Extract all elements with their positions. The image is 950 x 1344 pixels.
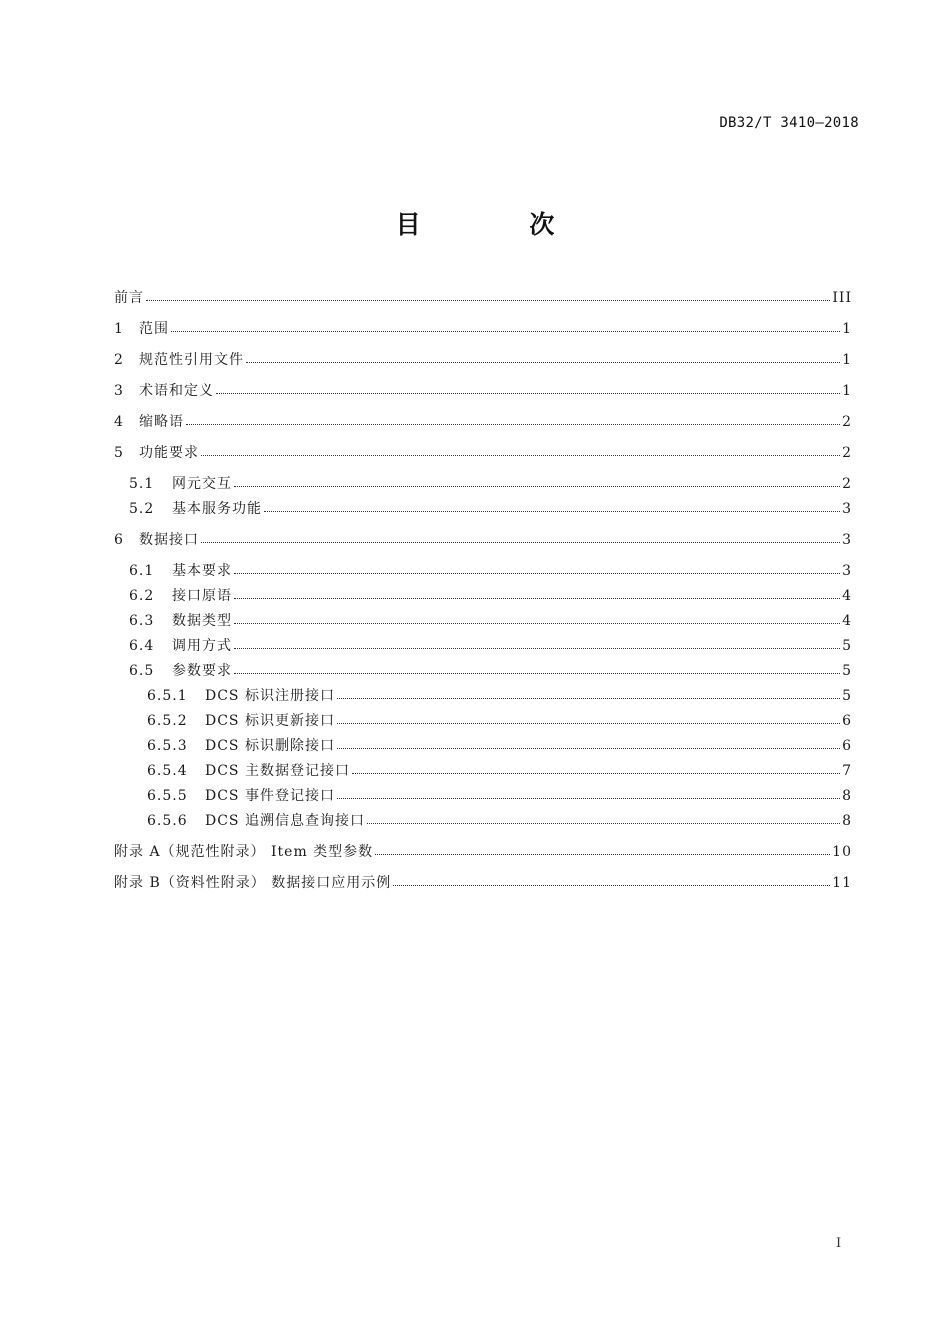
toc-dot-leader (234, 613, 840, 624)
toc-entry-page: 11 (832, 875, 852, 891)
page-title: 目 次 (395, 210, 605, 239)
toc-entry-page: 3 (842, 501, 852, 517)
toc-dot-leader (393, 875, 830, 886)
toc-entry[interactable] (114, 284, 852, 315)
toc-entry-page: 7 (842, 763, 852, 779)
toc-entry-label: 数据接口 (139, 532, 199, 548)
toc-entry-page: 5 (842, 638, 852, 654)
toc-entry-label: DCS 标识注册接口 (205, 688, 335, 704)
toc-entry-page: 6 (842, 738, 852, 754)
toc-dot-leader (171, 321, 840, 332)
toc-entry-label: 数据类型 (172, 613, 232, 629)
toc-entry-page: 5 (842, 663, 852, 679)
toc-dot-leader (201, 445, 840, 456)
toc-entry-label: DCS 追溯信息查询接口 (205, 813, 365, 829)
toc-entry[interactable] (114, 757, 852, 782)
toc-entry-page: 4 (842, 588, 852, 604)
toc-entry-number: 6.5.2 (147, 713, 188, 729)
toc-dot-leader (375, 844, 830, 855)
toc-entry-page: 1 (842, 383, 852, 399)
toc-entry-number: 6.3 (129, 613, 155, 629)
toc-entry-number: 6.5.6 (147, 813, 188, 829)
toc-entry[interactable] (114, 439, 852, 470)
toc-entry-label: 范围 (139, 321, 169, 337)
toc-entry[interactable] (114, 607, 852, 632)
toc-dot-leader (367, 813, 840, 824)
toc-entry-label: 功能要求 (139, 445, 199, 461)
toc-dot-leader (216, 383, 840, 394)
toc-entry-label: 接口原语 (172, 588, 232, 604)
toc-entry[interactable] (114, 315, 852, 346)
toc-entry-number: 6.1 (129, 563, 155, 579)
toc-dot-leader (264, 501, 840, 512)
toc-entry[interactable] (114, 377, 852, 408)
toc-dot-leader (234, 476, 840, 487)
toc-entry-number: 4 (114, 414, 124, 430)
toc-entry[interactable] (114, 582, 852, 607)
toc-entry[interactable] (114, 807, 852, 838)
toc-entry[interactable] (114, 869, 852, 900)
toc-dot-leader (352, 763, 840, 774)
toc-entry-number: 6.5.4 (147, 763, 188, 779)
toc-dot-leader (234, 563, 840, 574)
toc-entry-number: 6.5.1 (147, 688, 188, 704)
toc-entry-number: 6.5.5 (147, 788, 188, 804)
toc-dot-leader (337, 713, 840, 724)
toc-dot-leader (146, 290, 830, 301)
toc-dot-leader (337, 788, 840, 799)
toc-entry-label: 网元交互 (172, 476, 232, 492)
toc-entry-label: DCS 标识更新接口 (205, 713, 335, 729)
toc-dot-leader (246, 352, 840, 363)
toc-entry-label: 缩略语 (139, 414, 184, 430)
toc-entry-label: DCS 标识删除接口 (205, 738, 335, 754)
toc-entry-label: 附录 A（规范性附录） Item 类型参数 (114, 844, 374, 860)
toc-entry-label: DCS 事件登记接口 (205, 788, 335, 804)
toc-dot-leader (234, 588, 840, 599)
toc-entry[interactable] (114, 495, 852, 526)
toc-dot-leader (234, 638, 840, 649)
toc-dot-leader (337, 738, 840, 749)
toc-entry[interactable] (114, 470, 852, 495)
toc-entry-label: DCS 主数据登记接口 (205, 763, 350, 779)
toc-entry-page: 3 (842, 563, 852, 579)
toc-entry-label: 调用方式 (172, 638, 232, 654)
toc-entry-number: 6.5.3 (147, 738, 188, 754)
toc-dot-leader (234, 663, 840, 674)
toc-entry-page: III (832, 290, 852, 306)
toc-entry-number: 6.4 (129, 638, 155, 654)
toc-entry-number: 6.2 (129, 588, 155, 604)
footer-page-number: I (836, 1236, 842, 1251)
toc-entry-label: 基本服务功能 (172, 501, 262, 517)
toc-entry-number: 5.1 (129, 476, 155, 492)
toc-entry-label: 术语和定义 (139, 383, 214, 399)
toc-entry-number: 2 (114, 352, 124, 368)
toc-entry[interactable] (114, 707, 852, 732)
toc-entry-page: 8 (842, 813, 852, 829)
toc-entry-label: 基本要求 (172, 563, 232, 579)
toc-entry-page: 2 (842, 414, 852, 430)
toc-entry[interactable] (114, 557, 852, 582)
toc-entry-number: 3 (114, 383, 124, 399)
toc-entry-number: 1 (114, 321, 124, 337)
toc-entry-label: 参数要求 (172, 663, 232, 679)
toc-entry-number: 6.5 (129, 663, 155, 679)
toc-entry[interactable] (114, 782, 852, 807)
toc-entry-label: 规范性引用文件 (139, 352, 244, 368)
toc-entry-page: 6 (842, 713, 852, 729)
toc-entry[interactable] (114, 408, 852, 439)
toc-entry-page: 4 (842, 613, 852, 629)
toc-entry-page: 2 (842, 476, 852, 492)
toc-entry-label: 前言 (114, 290, 144, 306)
toc-dot-leader (186, 414, 840, 425)
toc-entry[interactable] (114, 838, 852, 869)
toc-entry-number: 6 (114, 532, 124, 548)
table-of-contents (114, 284, 852, 900)
toc-entry-page: 5 (842, 688, 852, 704)
toc-dot-leader (201, 532, 840, 543)
toc-entry[interactable] (114, 632, 852, 657)
toc-entry-page: 10 (832, 844, 852, 860)
toc-entry[interactable] (114, 657, 852, 682)
toc-entry-number: 5.2 (129, 501, 155, 517)
toc-entry-page: 2 (842, 445, 852, 461)
document-code: DB32/T 3410—2018 (719, 115, 859, 131)
toc-entry[interactable] (114, 346, 852, 377)
toc-entry[interactable] (114, 732, 852, 757)
toc-entry-page: 1 (842, 352, 852, 368)
toc-entry-number: 5 (114, 445, 124, 461)
toc-entry-page: 3 (842, 532, 852, 548)
toc-dot-leader (337, 688, 840, 699)
toc-entry-page: 1 (842, 321, 852, 337)
toc-entry-page: 8 (842, 788, 852, 804)
toc-entry-label: 附录 B（资料性附录） 数据接口应用示例 (114, 875, 392, 891)
toc-entry[interactable] (114, 526, 852, 557)
toc-entry[interactable] (114, 682, 852, 707)
